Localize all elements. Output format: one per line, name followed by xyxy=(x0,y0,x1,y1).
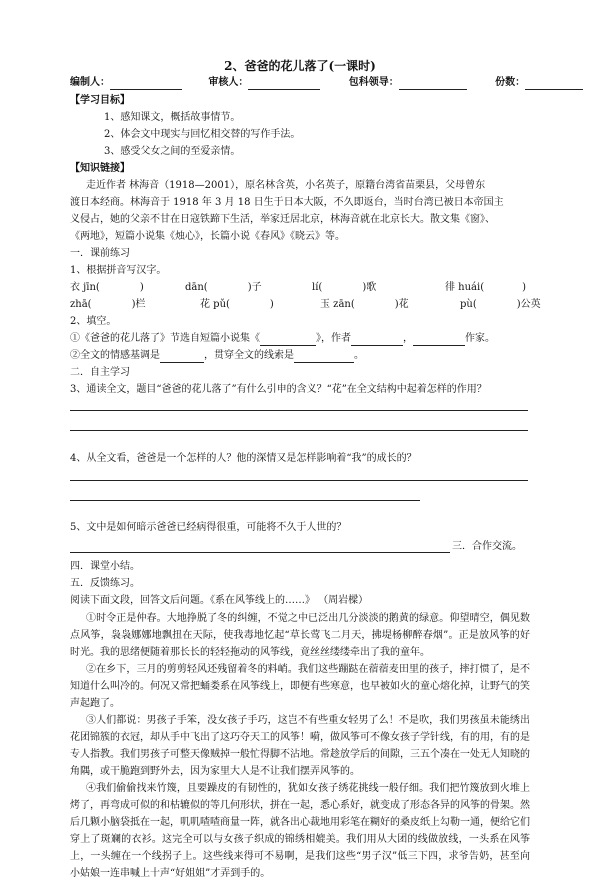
reading-intro: 阅读下面文段，回答文后问题。《系在风筝线上的……》 （周岩樑） xyxy=(70,595,369,606)
fill-line-1: ①《爸爸的花儿落了》节选自短篇小说集《 》，作者 ， 作家。 xyxy=(70,333,495,344)
section-heading: 一．课前练习 xyxy=(70,248,130,259)
copies-blank xyxy=(525,78,583,90)
question-4: 4、从全文看，爸爸是一个怎样的人？他的深情又是怎样影响着“我”的成长的？ xyxy=(70,453,417,464)
answer-line xyxy=(70,410,528,411)
section-heading: 三．合作交流。 xyxy=(452,541,522,552)
knowledge-line: 义侵占，她的父亲不甘在日寇铁蹄下生活，举家迁居北京，林海音就在北京长大。散文集《窗》、 xyxy=(70,214,495,225)
answer-line xyxy=(70,430,528,431)
question-5: 5、文中是如何暗示爸爸已经病得很重，可能将不久于人世的？ xyxy=(70,522,347,533)
reading-paragraph: ②在乡下，三月的剪剪轻风还残留着冬的料峭。我们这些蹦跶在蓿蓿麦田里的孩子，摔打惯了，是不知道什么叫冷的。何况又常把蛹娄系在风筝线上，即便有些寒意，也早被如火的童心熔化掉，让野气的笑声起跑了。 xyxy=(70,664,530,709)
answer-line xyxy=(70,552,450,553)
knowledge-heading: 【知识链接】 xyxy=(70,163,130,174)
header-row xyxy=(70,76,583,90)
goal-item: 3、感受父女之间的至爱亲情。 xyxy=(104,146,241,157)
reading-paragraph: ④我们偷偷找来竹篾，且要躁皮的有韧性的，犹如女孩子绣花挑线一般仔细。我们把竹篾放到火堆上烤了，再弯成可似的和枯辘似的等几何形状，拼在一起，悉心系好，就变成了形态各异的风筝的骨架。然后几颗小脑袋抵在一起，叽叽喳喳商量一阵，就各出心裁地用彩笔在糊好的桑皮纸上勾勒一通，便给它们穿上了斑斓的衣衫。这完全可以与女孩子织成的锦绣相媲美。我们用从大团的线做放线，一头系在风筝上，一头缠在一个线拐子上。这些线来得可不易啊，是我们这些“男子汉”低三下四，求爷告奶，甚至向小姑娘一连串喊上十声“好姐姐”才弄到手的。 xyxy=(70,783,530,879)
knowledge-line: 走近作者 林海音（1918—2001），原名林含英，小名英子，原籍台湾省苗栗县，父母曾东 xyxy=(86,180,486,191)
pinyin-item: 衣 jīn( ) xyxy=(70,282,144,293)
pinyin-item: zhā( )栏 xyxy=(70,299,146,310)
question-2: 2、填空。 xyxy=(70,316,117,327)
pinyin-item: 徘 huái( ) xyxy=(445,282,527,293)
leader-label: 包科领导： xyxy=(348,77,399,88)
goal-item: 2、体会文中现实与回忆相交替的写作手法。 xyxy=(104,129,301,140)
pinyin-item: pù( )公英 xyxy=(460,299,541,310)
goals-heading: 【学习目标】 xyxy=(70,95,130,106)
section-heading: 五．反馈练习。 xyxy=(70,578,140,589)
section-heading: 二．自主学习 xyxy=(70,367,130,378)
question-3: 3、通读全文，题目“爸爸的花儿落了”有什么引申的含义？“花”在全文结构中起着怎样的作用？ xyxy=(70,384,487,395)
page-title: 2、爸爸的花儿落了(一课时) xyxy=(224,59,376,73)
section-heading: 四．课堂小结。 xyxy=(70,561,140,572)
pinyin-item: 花 pǔ( ) xyxy=(200,299,274,310)
fill-line-2: ②全文的情感基调是 ，贯穿全文的线索是 。 xyxy=(70,350,364,361)
knowledge-line: 《两地》，短篇小说集《烛心》，长篇小说《春风》《晓云》等。 xyxy=(70,231,345,242)
answer-line xyxy=(70,480,528,481)
goal-item: 1、感知课文，概括故事情节。 xyxy=(104,112,241,123)
question-1: 1、根据拼音写汉字。 xyxy=(70,265,167,276)
pinyin-item: dān( )子 xyxy=(185,282,262,293)
knowledge-line: 渡日本经商。林海音于 1918 年 3 月 18 日生于日本大阪，不久即返台，当时台湾已被日本帝国主 xyxy=(70,197,504,208)
reviewer-label: 审核人： xyxy=(208,77,249,88)
reading-paragraph: ①时令正是仲春。大地挣脱了冬的纠缠，不觉之中已泛出几分淡淡的鹅黄的绿意。仰望晴空，偶见数点风筝，袅袅娜娜地飘扭在天际，使我毒地忆起“草长莺飞二月天，拂堤杨柳醉春烟”。正是放风筝的好时光。我的思绪便随着那长长的轻轻拖动的风筝线，竟丝丝缕缕牵出了我的童年。 xyxy=(70,613,530,658)
copies-label: 份数： xyxy=(495,77,526,88)
editor-blank xyxy=(110,78,182,90)
editor-label: 编制人： xyxy=(70,77,110,88)
leader-blank xyxy=(399,78,467,90)
reviewer-blank xyxy=(248,78,320,90)
pinyin-item: 玉 zān( )花 xyxy=(320,299,409,310)
reading-paragraph: ③人们都说：男孩子手笨，没女孩子手巧，这岂不有些重女轻男了么！不是吹，我们男孩虽未能绣出花团锦簇的衣冠，却从手中飞出了这巧夺天工的风筝！嗬，做风筝可不像女孩子学针线，有的用，有的是专人指教。我们男孩子可整天像贼掉一般忙得脚不沾地。常趁放学后的间隙，三五个凑在一处无人知晓的角隅，或干脆跑到野外去，因为家里大人是不让我们摆弄风筝的。 xyxy=(70,715,530,777)
answer-line xyxy=(70,500,420,501)
pinyin-item: lí( )歌 xyxy=(312,282,377,293)
